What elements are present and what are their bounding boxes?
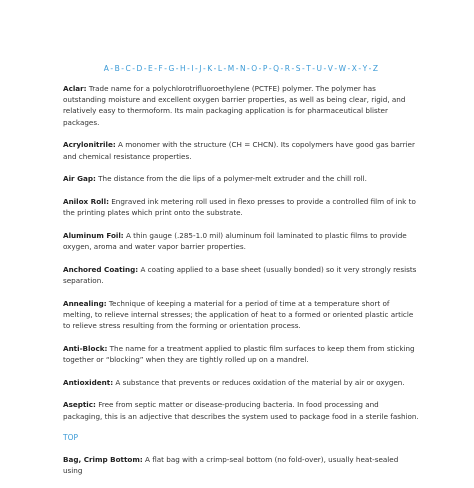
alphabet-separator: - [187, 64, 191, 73]
alphabet-link-j[interactable]: J [199, 64, 202, 73]
alphabet-link-k[interactable]: K [207, 64, 213, 73]
alphabet-link-a[interactable]: A [103, 64, 110, 73]
alphabet-link-e[interactable]: E [147, 64, 153, 73]
alphabet-link-w[interactable]: W [338, 64, 347, 73]
alphabet-link-f[interactable]: F [158, 64, 163, 73]
alphabet-link-s[interactable]: S [295, 64, 301, 73]
alphabet-link-g[interactable]: G [168, 64, 175, 73]
alphabet-separator: - [334, 64, 338, 73]
alphabet-link-d[interactable]: D [136, 64, 143, 73]
alphabet-link-i[interactable]: I [191, 64, 194, 73]
alphabet-link-l[interactable]: L [217, 64, 223, 73]
entry-definition: A monomer with the structure (CH = CHCN). Its copolymers have good gas barrier and chemical resistance properties. [63, 140, 415, 161]
glossary-entry [63, 343, 419, 365]
alphabet-link-t[interactable]: T [306, 64, 311, 73]
entry-term: Antioxident: [63, 377, 114, 387]
alphabet-separator: - [154, 64, 158, 73]
alphabet-link-z[interactable]: Z [372, 64, 379, 73]
alphabet-separator: - [143, 64, 147, 73]
alphabet-separator: - [368, 64, 372, 73]
alphabet-link-o[interactable]: O [251, 64, 258, 73]
alphabet-separator: - [312, 64, 316, 73]
alphabet-link-n[interactable]: N [239, 64, 246, 73]
entry-term: Anchored Coating: [63, 264, 139, 274]
alphabet-separator: - [175, 64, 179, 73]
alphabet-separator: - [195, 64, 198, 73]
alphabet-separator: - [202, 64, 206, 73]
entry-term: Aclar: [63, 84, 87, 93]
entry-definition: A substance that prevents or reduces oxidation of the material by air or oxygen. [115, 377, 405, 387]
glossary-page [63, 64, 419, 488]
glossary-entry [63, 298, 419, 332]
entry-term: Anti-Block: [63, 343, 108, 353]
alphabet-link-m[interactable]: M [227, 64, 235, 73]
alphabet-separator: - [347, 64, 351, 73]
alphabet-link-u[interactable]: U [316, 64, 323, 73]
glossary-entry-next [63, 454, 419, 476]
entry-definition: Technique of keeping a material for a period of time at a temperature short of melting, to relieve internal stresses; the application of heat to a formed or oriented plastic article to relieve stress resulting from the forming or orientation process. [63, 298, 414, 331]
entry-definition: Free from septic matter or disease-producing bacteria. In food processing and packaging, this is an adjective that describes the system used to package food in a sterile fashion. [63, 400, 419, 421]
glossary-entry [63, 264, 419, 286]
entry-definition: A thin gauge (.285-1.0 mil) aluminum foil laminated to plastic films to provide oxygen, aroma and water vapor barrier properties. [63, 230, 407, 252]
alphabet-separator: - [213, 64, 217, 73]
alphabet-separator: - [223, 64, 227, 73]
alphabet-separator: - [164, 64, 168, 73]
alphabet-link-v[interactable]: V [327, 64, 334, 73]
alphabet-separator: - [358, 64, 362, 73]
alphabet-separator: - [132, 64, 136, 73]
alphabet-link-p[interactable]: P [262, 64, 268, 73]
alphabet-link-h[interactable]: H [179, 64, 186, 73]
alphabet-separator: - [268, 64, 272, 73]
alphabet-separator: - [235, 64, 239, 73]
glossary-entry [63, 399, 419, 421]
top-link[interactable]: TOP [63, 433, 79, 443]
alphabet-separator: - [258, 64, 262, 73]
alphabet-separator: - [247, 64, 250, 73]
entry-term: Annealing: [63, 298, 107, 308]
glossary-entry [63, 377, 419, 388]
alphabet-separator: - [301, 64, 305, 73]
alphabet-link-y[interactable]: Y [362, 64, 368, 73]
alphabet-separator: - [121, 64, 125, 73]
entry-term: Aluminum Foil: [63, 230, 124, 240]
entry-definition: A coating applied to a base sheet (usually bonded) so it very strongly resists separation. [63, 264, 417, 285]
alphabet-nav [63, 64, 419, 73]
glossary-entry [63, 139, 419, 161]
entry-definition: The name for a treatment applied to plastic film surfaces to keep them from sticking together or “blocking” when they are tightly rolled up on a mandrel. [63, 343, 415, 364]
alphabet-separator: - [323, 64, 327, 73]
entry-term: Air Gap: [63, 174, 96, 184]
entry-definition: Trade name for a polychlorotrifluoroethylene (PCTFE) polymer. The polymer has outstanding moisture and excellent oxygen barrier properties, as well as being clear, rigid, and relatively easy to thermoform. Its main packaging application is for pharmaceutical blister packages. [63, 84, 406, 127]
alphabet-link-q[interactable]: Q [273, 64, 280, 73]
alphabet-separator: - [291, 64, 295, 73]
glossary-entry [63, 230, 419, 252]
glossary-entry [63, 196, 419, 218]
entry-term: Anilox Roll: [63, 196, 109, 206]
alphabet-link-r[interactable]: R [284, 64, 291, 73]
entry-definition: A flat bag with a crimp-seal bottom (no fold-over), usually heat-sealed using [63, 454, 399, 475]
alphabet-link-x[interactable]: X [351, 64, 358, 73]
entry-term: Aseptic: [63, 400, 96, 410]
alphabet-link-c[interactable]: C [125, 64, 131, 73]
alphabet-link-b[interactable]: B [114, 64, 120, 73]
alphabet-separator: - [280, 64, 284, 73]
entry-definition: The distance from the die lips of a polymer-melt extruder and the chill roll. [98, 174, 367, 184]
glossary-entry [63, 83, 419, 128]
alphabet-separator: - [110, 64, 114, 73]
entry-definition: Engraved ink metering roll used in flexo presses to provide a controlled film of ink to the printing plates which print onto the substrate. [63, 196, 416, 218]
entry-term: Bag, Crimp Bottom: [63, 454, 143, 464]
glossary-entries [63, 83, 419, 422]
glossary-entry [63, 173, 419, 184]
entry-term: Acrylonitrile: [63, 140, 116, 150]
